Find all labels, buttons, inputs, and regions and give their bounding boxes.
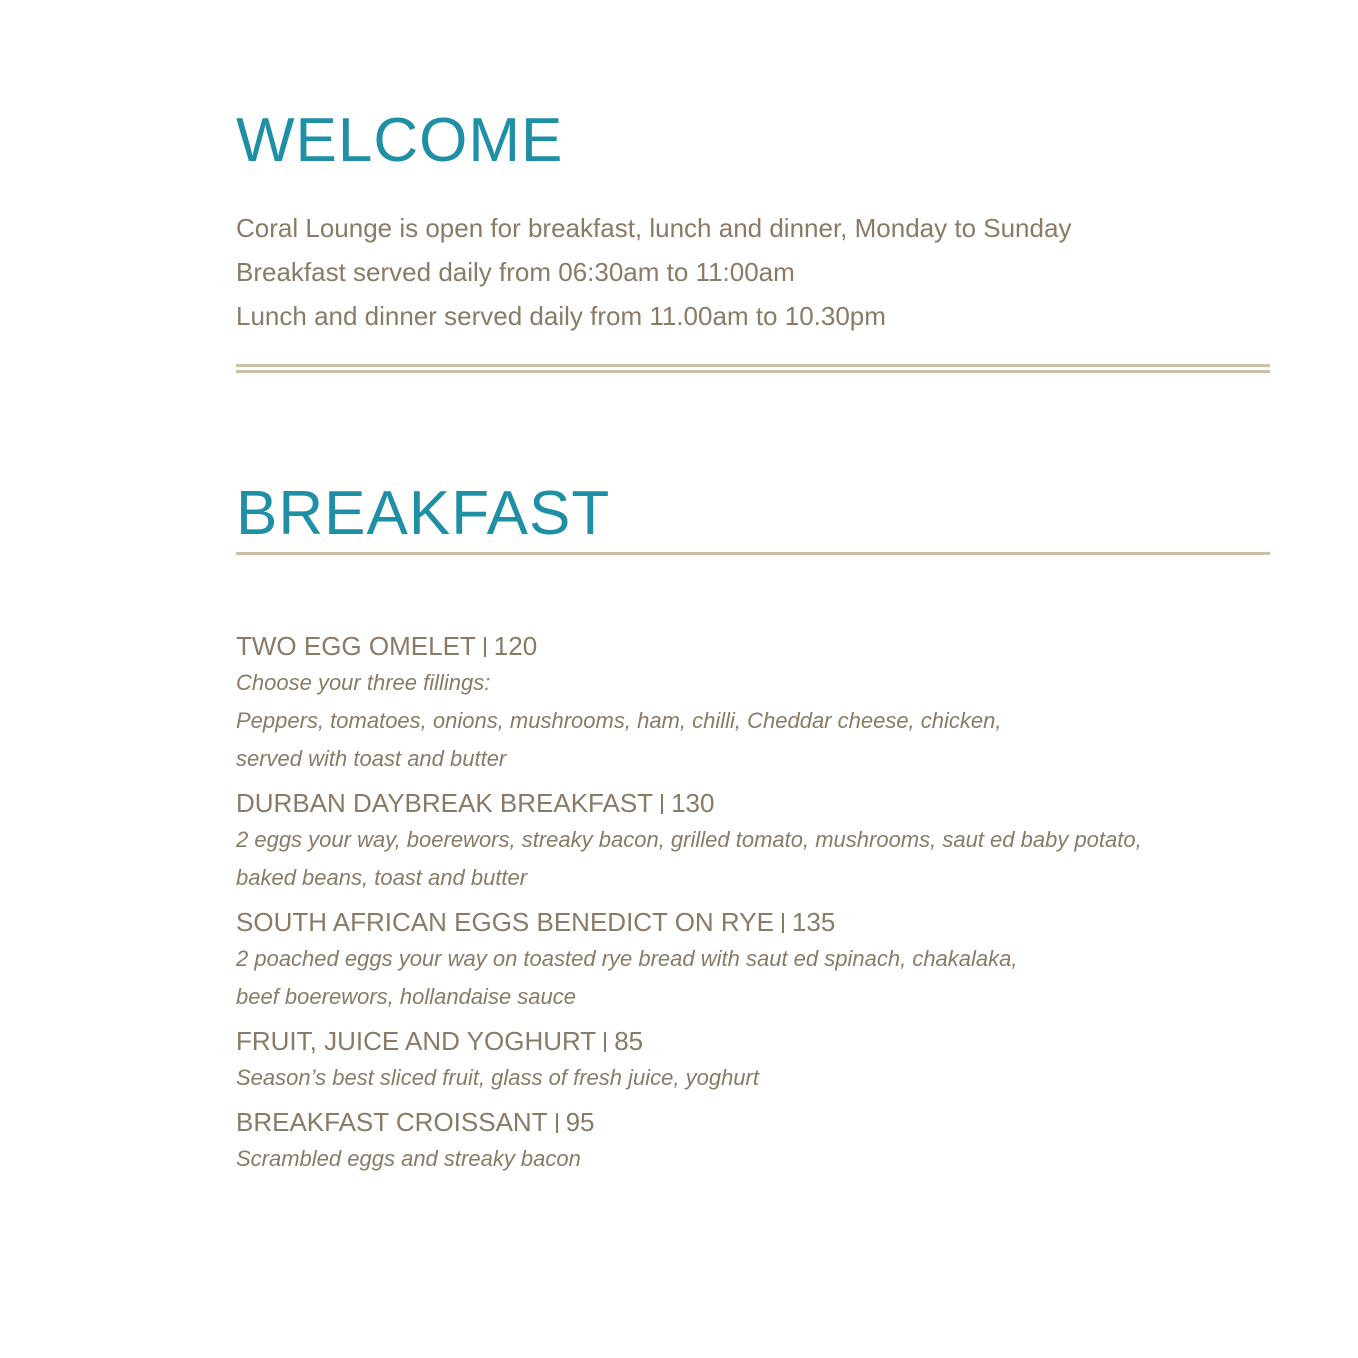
menu-item-description-line: Peppers, tomatoes, onions, mushrooms, ham, chilli, Cheddar cheese, chicken, xyxy=(236,708,1002,733)
menu-item xyxy=(236,904,1270,1016)
welcome-title: WELCOME xyxy=(236,106,564,175)
menu-item-header xyxy=(236,1023,1270,1059)
menu-item-price: 85 xyxy=(614,1026,644,1056)
menu-item-price: 135 xyxy=(791,907,836,937)
menu-item xyxy=(236,1104,1270,1178)
menu-item-description-line: 2 poached eggs your way on toasted rye bread with saut ed spinach, chakalaka, xyxy=(236,946,1018,971)
menu-item-description-line: beef boerewors, hollandaise sauce xyxy=(236,984,577,1009)
price-separator xyxy=(604,1032,606,1052)
menu-item xyxy=(236,1023,1270,1097)
menu-item-header xyxy=(236,628,1270,664)
price-separator xyxy=(484,637,486,657)
menu-item-description-line: Scrambled eggs and streaky bacon xyxy=(236,1146,581,1171)
menu-item-name: FRUIT, JUICE AND YOGHURT xyxy=(236,1026,597,1056)
menu-item-name: SOUTH AFRICAN EGGS BENEDICT ON RYE xyxy=(236,907,774,937)
menu-item-description-line: 2 eggs your way, boerewors, streaky bacon, grilled tomato, mushrooms, saut ed baby potato, xyxy=(236,827,1142,852)
menu-item-description-line: Choose your three fillings: xyxy=(236,670,491,695)
menu-item xyxy=(236,785,1270,897)
section-divider-bottom xyxy=(236,370,1270,373)
menu-item-name: DURBAN DAYBREAK BREAKFAST xyxy=(236,788,654,818)
menu-item-price: 95 xyxy=(565,1107,595,1137)
menu-item-price: 130 xyxy=(671,788,715,818)
menu-item-description-line: baked beans, toast and butter xyxy=(236,865,528,890)
menu-item-name: TWO EGG OMELET xyxy=(236,631,476,661)
menu-item-name: BREAKFAST CROISSANT xyxy=(236,1107,548,1137)
menu-item-header xyxy=(236,1104,1270,1140)
welcome-line-breakfast-hours: Breakfast served daily from 06:30am to 11:00am xyxy=(236,257,795,287)
menu-item-header xyxy=(236,785,1270,821)
menu-item-price: 120 xyxy=(493,631,538,661)
menu-item-description-line: Season’s best sliced fruit, glass of fresh juice, yoghurt xyxy=(236,1065,759,1090)
breakfast-title-underline xyxy=(236,552,1270,555)
welcome-line-lunch-dinner-hours: Lunch and dinner served daily from 11.00am to 10.30pm xyxy=(236,301,886,331)
price-separator xyxy=(661,794,663,814)
price-separator xyxy=(782,913,784,933)
price-separator xyxy=(556,1113,558,1133)
breakfast-menu-list xyxy=(236,628,1270,1178)
welcome-line-hours-days: Coral Lounge is open for breakfast, lunch and dinner, Monday to Sunday xyxy=(236,213,1072,243)
menu-item xyxy=(236,628,1270,778)
menu-item-description-line: served with toast and butter xyxy=(236,746,507,771)
breakfast-title: BREAKFAST xyxy=(236,479,611,548)
welcome-text xyxy=(236,206,1270,338)
menu-item-header xyxy=(236,904,1270,940)
section-divider-top xyxy=(236,364,1270,367)
